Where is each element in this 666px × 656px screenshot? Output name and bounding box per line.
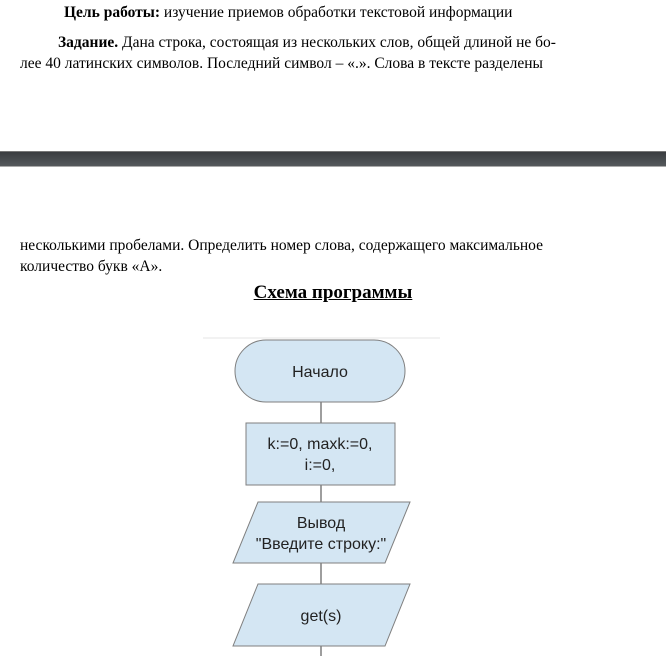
- input-label: get(s): [300, 608, 342, 625]
- goal-text: изучение приемов обработки текстовой информации: [160, 4, 513, 21]
- task-line-2: лее 40 латинских символов. Последний символ – «.». Слова в тексте разделены: [20, 55, 543, 72]
- output-io: [233, 502, 410, 563]
- init-process: [246, 423, 395, 485]
- start-label: Начало: [292, 364, 348, 381]
- task-text-1: Дана строка, состоящая из нескольких слов, общей длиной не бо-: [118, 34, 556, 51]
- init-line-1: k:=0, maxk:=0,: [267, 436, 373, 453]
- goal-label: Цель работы:: [64, 4, 161, 21]
- init-line-2: i:=0,: [304, 457, 336, 474]
- section-title: Схема программы: [253, 282, 413, 303]
- output-line-2: "Введите строку:": [255, 536, 387, 553]
- task-line-4: количество букв «А».: [20, 258, 163, 275]
- output-line-1: Вывод: [296, 515, 346, 532]
- task-line-3: несколькими пробелами. Определить номер слова, содержащего максимальное: [20, 237, 543, 254]
- task-label: Задание.: [58, 34, 119, 51]
